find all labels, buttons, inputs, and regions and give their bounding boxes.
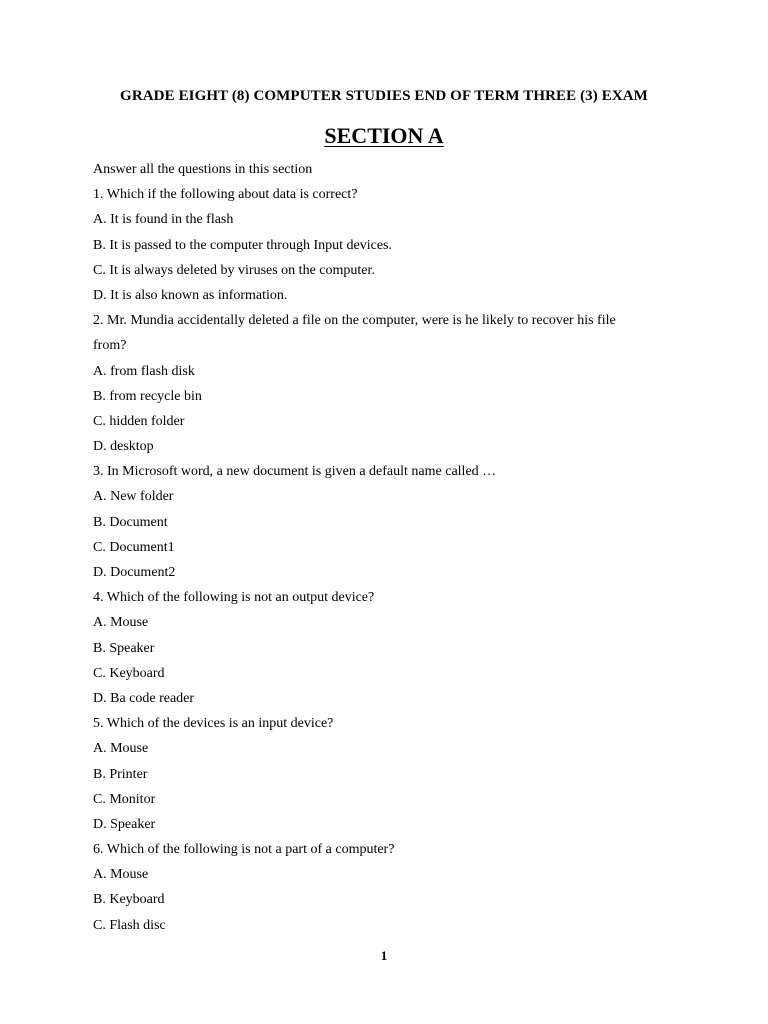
question-5-option-d: D. Speaker — [93, 816, 156, 832]
question-5-text: 5. Which of the devices is an input device? — [93, 716, 334, 732]
question-2-option-c: C. hidden folder — [93, 413, 185, 429]
question-1-option-a: A. It is found in the flash — [93, 212, 234, 228]
question-4-text: 4. Which of the following is not an output device? — [93, 590, 375, 606]
question-5-option-c: C. Monitor — [93, 791, 156, 807]
question-1-text: 1. Which if the following about data is correct? — [93, 187, 358, 203]
page-number: 1 — [380, 948, 388, 963]
question-6-option-b: B. Keyboard — [93, 892, 165, 908]
question-6-option-c: C. Flash disc — [93, 917, 166, 933]
question-1-option-c: C. It is always deleted by viruses on the computer. — [93, 262, 375, 278]
question-2-option-a: A. from flash disk — [93, 363, 195, 379]
question-3-option-b: B. Document — [93, 514, 168, 530]
question-3-option-d: D. Document2 — [93, 565, 176, 580]
question-3-option-a: A. New folder — [93, 489, 174, 505]
question-6-text: 6. Which of the following is not a part of a computer? — [93, 842, 395, 858]
question-5-option-b: B. Printer — [93, 766, 148, 782]
question-1-option-b: B. It is passed to the computer through Input devices. — [93, 237, 392, 253]
question-3-text: 3. In Microsoft word, a new document is given a default name called … — [93, 464, 497, 480]
question-2-option-d: D. desktop — [93, 439, 154, 455]
question-4-option-b: B. Speaker — [93, 640, 155, 656]
question-5-option-a: A. Mouse — [93, 741, 149, 757]
question-1-option-d: D. It is also known as information. — [93, 287, 288, 303]
question-3-option-c: C. Document1 — [93, 539, 175, 555]
question-2-option-b: B. from recycle bin — [93, 388, 202, 404]
question-2-text: 2. Mr. Mundia accidentally deleted a file on the computer, were is he likely to recover his file — [93, 313, 616, 329]
section-heading: SECTION A — [324, 123, 444, 148]
question-2-text-continued: from? — [93, 338, 127, 354]
question-6-option-a: A. Mouse — [93, 867, 149, 883]
question-4-option-a: A. Mouse — [93, 615, 149, 631]
question-4-option-c: C. Keyboard — [93, 665, 165, 681]
instruction-text: Answer all the questions in this section — [93, 162, 313, 177]
exam-title: GRADE EIGHT (8) COMPUTER STUDIES END OF TERM THREE (3) EXAM — [120, 88, 648, 104]
question-4-option-d: D. Ba code reader — [93, 690, 195, 706]
question-list — [93, 157, 713, 938]
